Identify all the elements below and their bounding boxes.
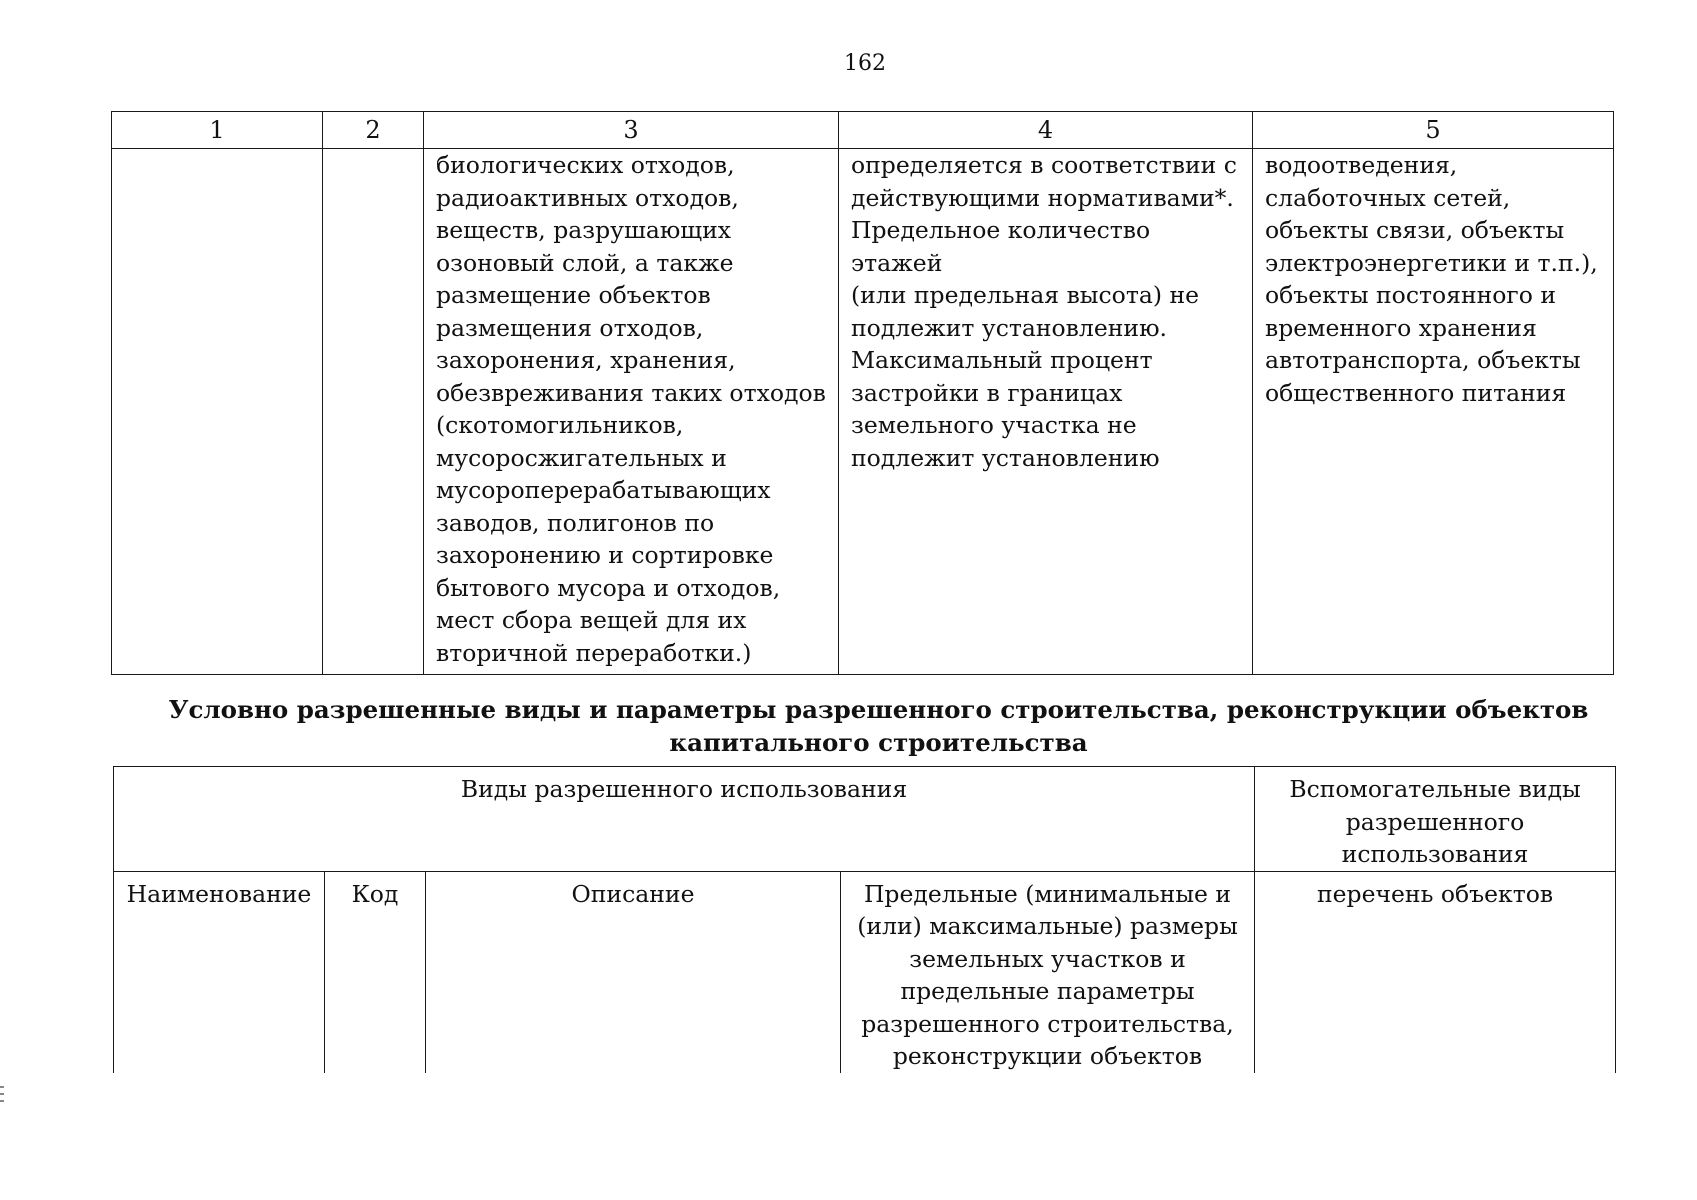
auxiliary-uses-header: Вспомогательные виды разрешенного использования: [1289, 775, 1581, 868]
permitted-uses-group-header: Виды разрешенного использования: [460, 775, 908, 803]
page-number: 162: [844, 51, 886, 76]
description-header-wrapper: [426, 871, 841, 1073]
code-cell: [323, 149, 424, 675]
aux-header-wrapper: [1255, 767, 1616, 872]
code-column-header: Код: [351, 879, 399, 908]
permitted-uses-table-continuation: [111, 111, 1614, 675]
code-header-wrapper: [325, 871, 426, 1073]
description-column-header: Описание: [571, 879, 695, 908]
parameters-column-header: Предельные (минимальные и (или) максимальные) размеры земельных участков и предельные параметры разрешенного строительства, реконструкции объектов: [857, 879, 1238, 1070]
group-header-row: [114, 767, 1616, 872]
scan-edge-mark: [0, 1100, 4, 1102]
conditional-uses-table: [113, 766, 1616, 1073]
auxiliary-uses-cell-wrapper: [1253, 149, 1614, 675]
scan-edge-mark: [0, 1086, 4, 1088]
name-column-header: Наименование: [126, 879, 312, 908]
name-header-wrapper: [114, 871, 325, 1073]
group-header-wrapper: [114, 767, 1255, 872]
description-cell-wrapper: [424, 149, 839, 675]
objects-list-column-header: перечень объектов: [1316, 879, 1554, 908]
objects-header-wrapper: [1255, 871, 1616, 1073]
column-number-header-row: [112, 112, 1614, 149]
parameters-cell: определяется в соответствии с действующими нормативами*. Предельное количество этажей (или предельная высота) не подлежит установлению. Максимальный процент застройки в границах земельного участка не подлежит установлению: [851, 151, 1237, 472]
section-title: [111, 693, 1646, 759]
scan-edge-mark: [0, 1093, 4, 1095]
column-header-row: [114, 871, 1616, 1073]
column-number-2: 2: [323, 112, 424, 149]
name-cell: [112, 149, 323, 675]
auxiliary-uses-cell: водоотведения, слаботочных сетей, объекты связи, объекты электроэнергетики и т.п.), объекты постоянного и временного хранения автотранспорта, объекты общественного питания: [1265, 151, 1598, 407]
description-cell: биологических отходов, радиоактивных отходов, веществ, разрушающих озоновый слой, а также размещение объектов размещения отходов, захоронения, хранения, обезвреживания таких отходов (скотомогильников, мусоросжигательных и мусороперерабатывающих заводов, полигонов по захоронению и сортировке бытового мусора и отходов, мест сбора вещей для их вторичной переработки.): [436, 151, 826, 667]
column-number-4: 4: [839, 112, 1253, 149]
parameters-cell-wrapper: [839, 149, 1253, 675]
table-row: [112, 149, 1614, 675]
params-header-wrapper: [841, 871, 1255, 1073]
section-title-text: Условно разрешенные виды и параметры разрешенного строительства, реконструкции объектов капитального строительства: [168, 695, 1589, 757]
column-number-1: 1: [112, 112, 323, 149]
column-number-5: 5: [1253, 112, 1614, 149]
column-number-3: 3: [424, 112, 839, 149]
